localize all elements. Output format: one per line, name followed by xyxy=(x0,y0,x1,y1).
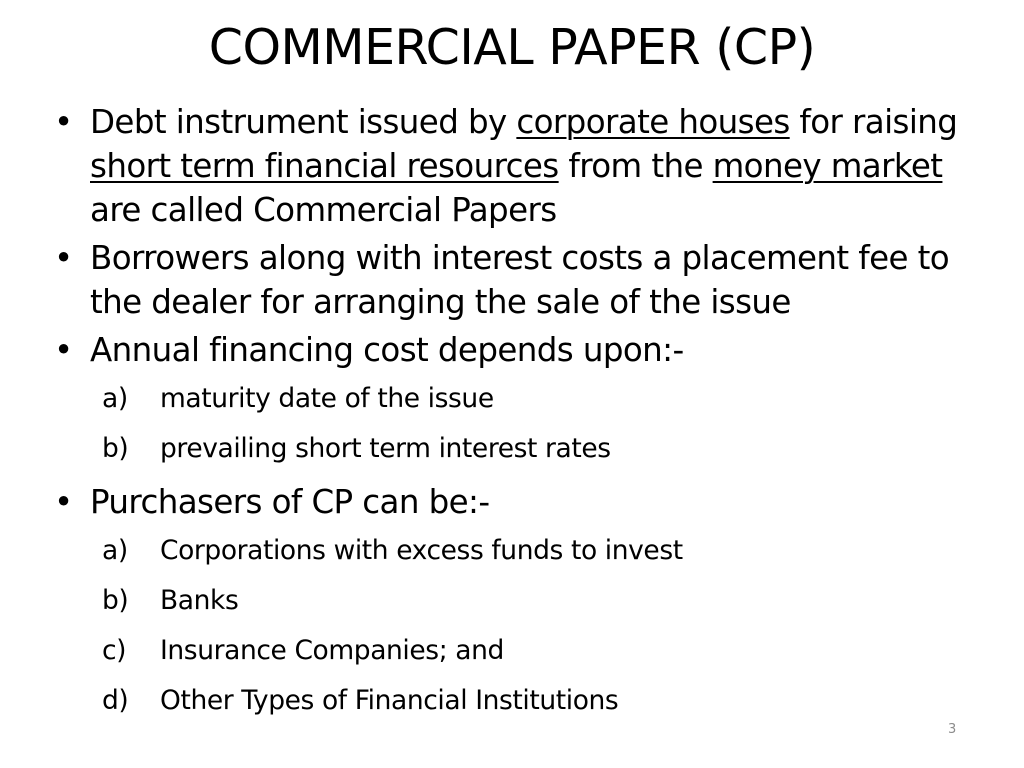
sub-item xyxy=(44,576,984,626)
bullet-icon: • xyxy=(54,239,73,277)
slide-title: COMMERCIAL PAPER (CP) xyxy=(208,19,816,76)
bullet-item xyxy=(44,328,984,372)
sub-item-marker: a) xyxy=(102,535,128,566)
bullet-item xyxy=(44,100,984,232)
underlined-term: short term financial resources xyxy=(90,147,559,185)
sub-item xyxy=(44,424,984,474)
sub-item xyxy=(44,526,984,576)
underlined-term: money market xyxy=(712,147,943,185)
underlined-term: corporate houses xyxy=(516,103,790,141)
sub-list xyxy=(44,374,984,474)
bullet-text-segment: are called Commercial Papers xyxy=(90,191,557,229)
sub-item xyxy=(44,374,984,424)
sub-item-text: Insurance Companies; and xyxy=(160,635,504,666)
sub-item xyxy=(44,676,984,726)
sub-list xyxy=(44,526,984,726)
bullet-text: Borrowers along with interest costs a placement fee to the dealer for arranging the sale of the issue xyxy=(90,239,950,321)
slide-body xyxy=(44,100,984,732)
sub-item-text: maturity date of the issue xyxy=(160,383,494,414)
sub-item-marker: b) xyxy=(102,433,129,464)
bullet-text: Annual financing cost depends upon:- xyxy=(90,331,684,369)
page-number: 3 xyxy=(948,722,957,737)
bullet-icon: • xyxy=(54,483,73,521)
bullet-text: Purchasers of CP can be:- xyxy=(90,483,490,521)
bullet-text-segment: for raising xyxy=(789,103,958,141)
bullet-icon: • xyxy=(54,103,73,141)
sub-item-text: prevailing short term interest rates xyxy=(160,433,611,464)
sub-item-marker: b) xyxy=(102,585,129,616)
sub-item-marker: d) xyxy=(102,685,129,716)
bullet-item xyxy=(44,480,984,524)
sub-item-marker: a) xyxy=(102,383,128,414)
sub-item-text: Other Types of Financial Institutions xyxy=(160,685,619,716)
sub-item-text: Banks xyxy=(160,585,239,616)
bullet-item xyxy=(44,236,984,324)
bullet-text-segment: from the xyxy=(558,147,713,185)
bullet-text-segment: Debt instrument issued by xyxy=(90,103,517,141)
bullet-icon: • xyxy=(54,331,73,369)
sub-item-marker: c) xyxy=(102,635,127,666)
sub-item xyxy=(44,626,984,676)
sub-item-text: Corporations with excess funds to invest xyxy=(160,535,683,566)
